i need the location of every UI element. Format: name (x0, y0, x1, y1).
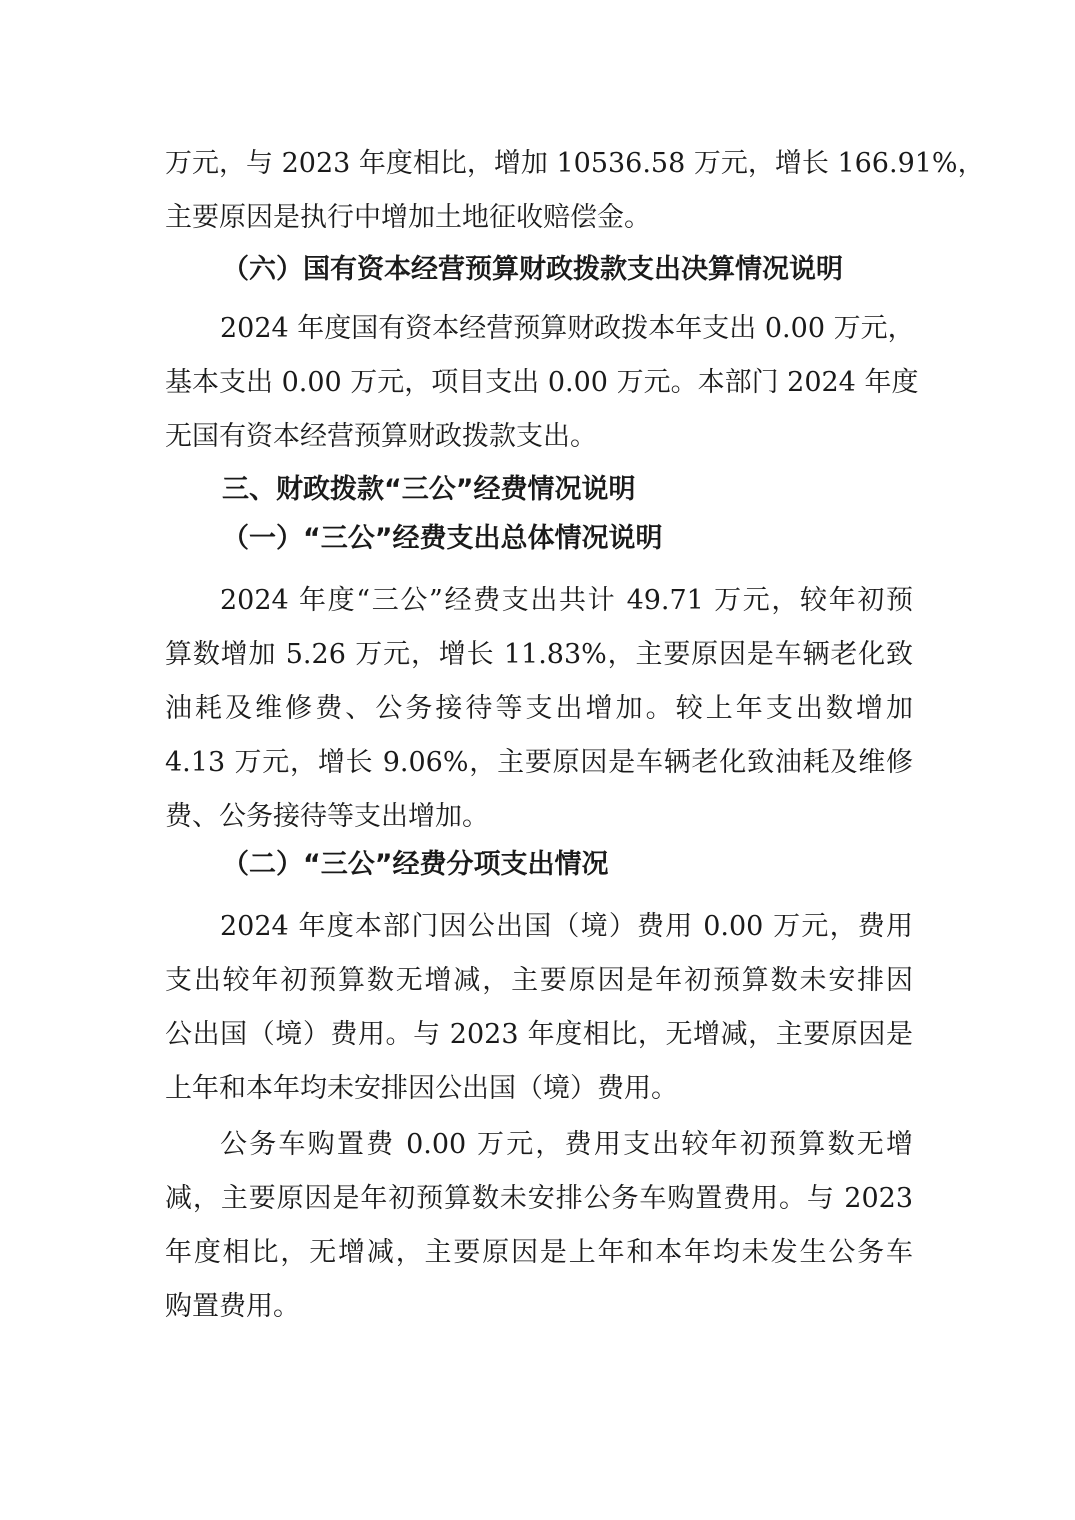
paragraph-line: 费、公务接待等支出增加。 (165, 801, 489, 832)
chapter-heading-3: 三、财政拨款“三公”经费情况说明 (222, 474, 636, 505)
paragraph-line: 年度相比，无增减，主要原因是上年和本年均未发生公务车 (165, 1237, 913, 1268)
section-heading-2: （二）“三公”经费分项支出情况 (222, 849, 609, 880)
paragraph-line: 无国有资本经营预算财政拨款支出。 (165, 421, 597, 452)
paragraph-line: 公务车购置费 0.00 万元，费用支出较年初预算数无增 (220, 1129, 913, 1160)
section-heading-6: （六）国有资本经营预算财政拨款支出决算情况说明 (222, 254, 843, 285)
paragraph-line: 公出国（境）费用。与 2023 年度相比，无增减，主要原因是 (165, 1019, 913, 1050)
paragraph-line: 2024 年度“三公”经费支出共计 49.71 万元，较年初预 (220, 585, 913, 616)
paragraph-line: 购置费用。 (165, 1291, 300, 1322)
paragraph-line: 支出较年初预算数无增减，主要原因是年初预算数未安排因 (165, 965, 913, 996)
paragraph-line: 油耗及维修费、公务接待等支出增加。较上年支出数增加 (165, 693, 913, 724)
paragraph-line: 4.13 万元，增长 9.06%，主要原因是车辆老化致油耗及维修 (165, 747, 913, 778)
paragraph-line: 减，主要原因是年初预算数未安排公务车购置费用。与 2023 (165, 1183, 913, 1214)
paragraph-line: 万元，与 2023 年度相比，增加 10536.58 万元，增长 166.91%， (165, 148, 985, 179)
paragraph-line: 2024 年度国有资本经营预算财政拨本年支出 0.00 万元， (220, 313, 915, 344)
paragraph-line: 算数增加 5.26 万元，增长 11.83%，主要原因是车辆老化致 (165, 639, 913, 670)
paragraph-line: 2024 年度本部门因公出国（境）费用 0.00 万元，费用 (220, 911, 913, 942)
paragraph-line: 主要原因是执行中增加土地征收赔偿金。 (165, 202, 651, 233)
paragraph-line: 上年和本年均未安排因公出国（境）费用。 (165, 1073, 678, 1104)
paragraph-line: 基本支出 0.00 万元，项目支出 0.00 万元。本部门 2024 年度 (165, 367, 919, 398)
section-heading-1: （一）“三公”经费支出总体情况说明 (222, 523, 663, 554)
